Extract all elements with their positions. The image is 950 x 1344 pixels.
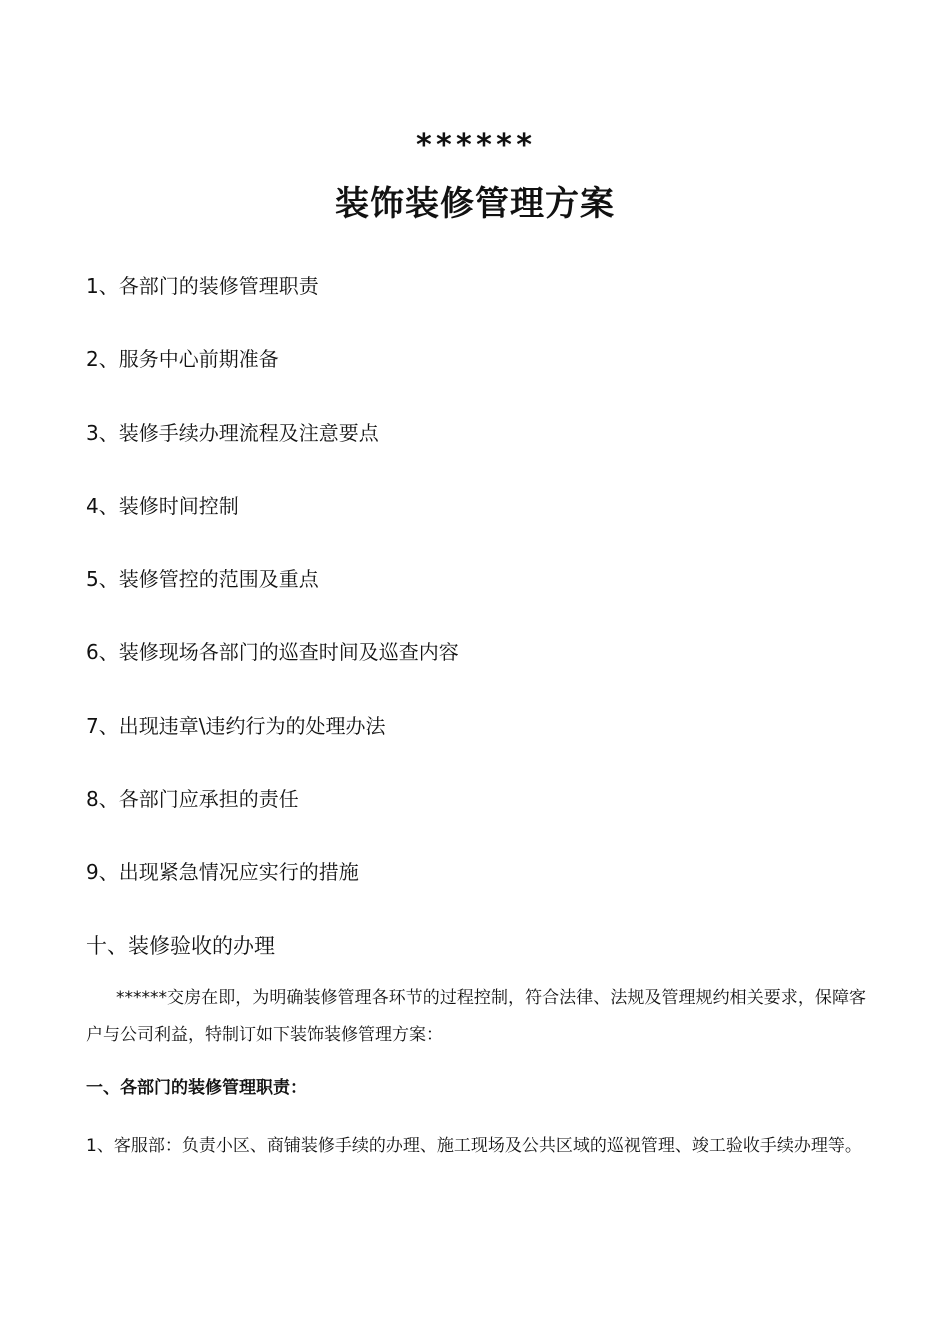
organization-mark: ****** bbox=[414, 128, 536, 163]
toc-item-5: 5、装修管控的范围及重点 bbox=[86, 567, 319, 592]
intro-paragraph: ******交房在即，为明确装修管理各环节的过程控制，符合法律、法规及管理规约相关要求，保障客户与公司利益，特制订如下装饰装修管理方案： bbox=[86, 988, 866, 1045]
toc-item-10: 十、装修验收的办理 bbox=[86, 933, 275, 958]
toc-item-9: 9、出现紧急情况应实行的措施 bbox=[86, 860, 359, 885]
toc-item-2: 2、服务中心前期准备 bbox=[86, 347, 279, 372]
document-title: 装饰装修管理方案 bbox=[335, 184, 615, 224]
table-of-contents bbox=[86, 270, 866, 964]
toc-item-4: 4、装修时间控制 bbox=[86, 493, 239, 518]
section-heading-1: 一、各部门的装修管理职责： bbox=[86, 1078, 307, 1098]
toc-item-1: 1、各部门的装修管理职责 bbox=[86, 274, 319, 298]
toc-item-8: 8、各部门应承担的责任 bbox=[86, 787, 299, 812]
toc-item-3: 3、装修手续办理流程及注意要点 bbox=[86, 420, 379, 445]
toc-item-6: 6、装修现场各部门的巡查时间及巡查内容 bbox=[86, 640, 459, 665]
toc-item-7: 7、出现违章\违约行为的处理办法 bbox=[86, 713, 386, 738]
body-paragraph-1: 1、客服部：负责小区、商铺装修手续的办理、施工现场及公共区域的巡视管理、竣工验收手续办理等。 bbox=[86, 1136, 862, 1156]
